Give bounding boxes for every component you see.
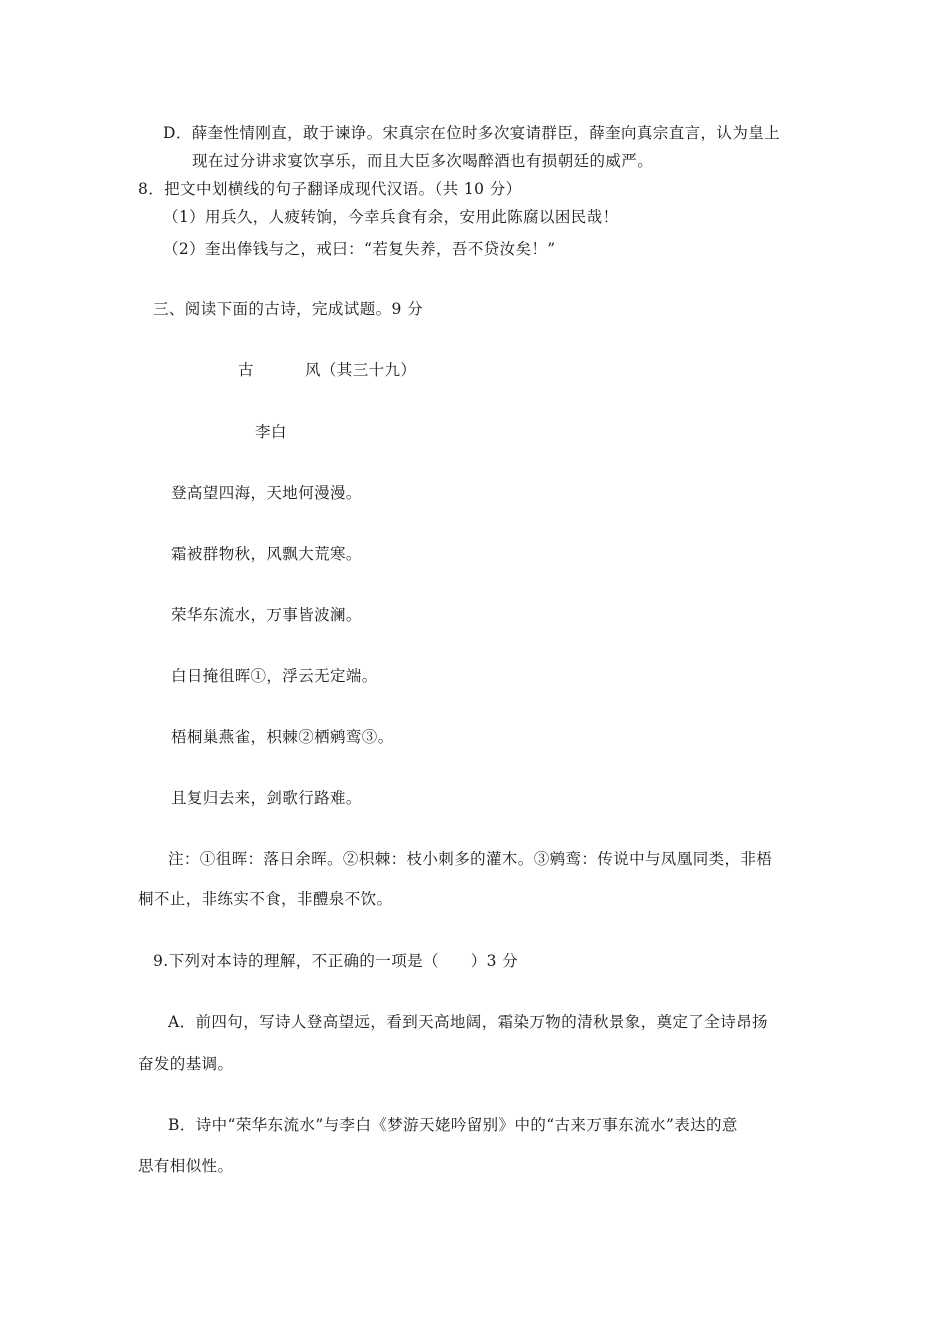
poem-line: 且复归去来，剑歌行路难。: [171, 789, 362, 807]
poem-line: 梧桐巢燕雀，枳棘②栖鹓鸾③。: [171, 728, 394, 746]
q7-option-d-line2: 现在过分讲求宴饮享乐，而且大臣多次喝醉酒也有损朝廷的威严。: [192, 152, 654, 170]
poem-line: 白日掩徂晖①，浮云无定端。: [171, 667, 378, 685]
q9-option-a-line1: A．前四句，写诗人登高望远，看到天高地阔，霜染万物的清秋景象，奠定了全诗昂扬: [168, 1013, 768, 1031]
poem-note-line2: 桐不止，非练实不食，非醴泉不饮。: [138, 890, 393, 908]
q8-stem: 8．把文中划横线的句子翻译成现代汉语。（共 10 分）: [138, 180, 522, 198]
q8-item-2: （2）奎出俸钱与之，戒曰：“若复失养，吾不贷汝矣！”: [163, 240, 556, 258]
q9-option-b-line1: B．诗中“荣华东流水”与李白《梦游天姥吟留别》中的“古来万事东流水”表达的意: [168, 1116, 738, 1134]
poem-line: 登高望四海，天地何漫漫。: [171, 484, 362, 502]
section3-heading: 三、阅读下面的古诗，完成试题。9 分: [153, 300, 423, 318]
poem-line: 霜被群物秋，风飘大荒寒。: [171, 545, 362, 563]
poem-author: 李白: [255, 423, 287, 441]
poem-line: 荣华东流水，万事皆波澜。: [171, 606, 362, 624]
q9-option-b-line2: 思有相似性。: [138, 1157, 234, 1175]
poem-note-line1: 注：①徂晖：落日余晖。②枳棘：枝小刺多的灌木。③鹓鸾：传说中与凤凰同类，非梧: [168, 850, 773, 868]
q9-option-a-line2: 奋发的基调。: [138, 1055, 234, 1073]
poem-title-part2: 风（其三十九）: [305, 361, 417, 379]
q9-stem: 9.下列对本诗的理解，不正确的一项是（ ）3 分: [153, 952, 519, 970]
q8-item-1: （1）用兵久，人疲转饷，今幸兵食有余，安用此陈腐以困民哉！: [163, 208, 619, 226]
q7-option-d-line1: D．薛奎性情刚直，敢于谏诤。宋真宗在位时多次宴请群臣，薛奎向真宗直言，认为皇上: [163, 124, 781, 142]
poem-title-part1: 古: [238, 361, 254, 379]
